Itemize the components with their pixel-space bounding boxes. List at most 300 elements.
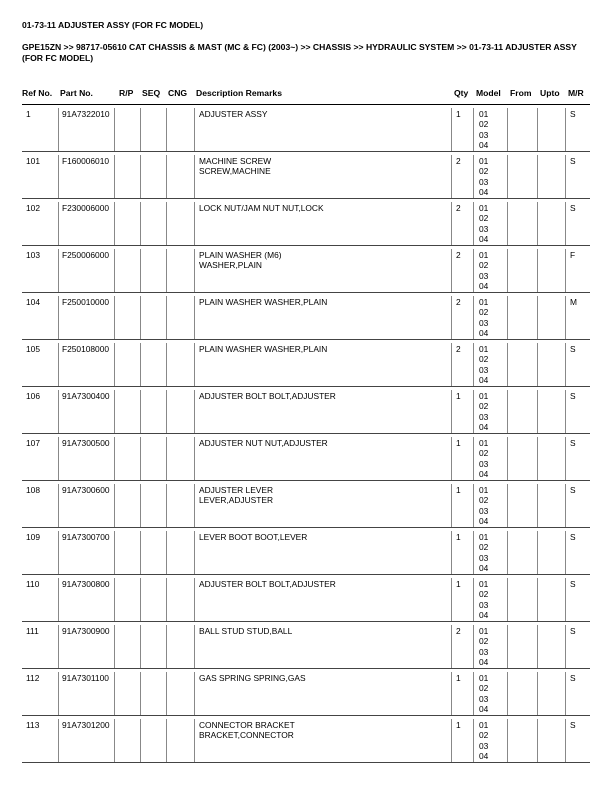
cell-model-line: 04 <box>479 704 489 715</box>
cell-description <box>199 673 306 683</box>
column-divider <box>473 202 474 245</box>
cell-model-line: 03 <box>479 129 489 140</box>
cell-model-line: 04 <box>479 610 489 621</box>
column-divider <box>537 390 538 433</box>
cell-description <box>199 250 282 271</box>
cell-part-no <box>62 250 109 260</box>
column-divider <box>565 296 566 339</box>
cell-model-line: 02 <box>479 166 489 177</box>
cell-qty <box>456 485 461 495</box>
header-ref-no: Ref No. <box>22 88 53 98</box>
cell-qty-line: 1 <box>456 485 461 495</box>
cell-model-line: 01 <box>479 532 489 542</box>
cell-model-line: 01 <box>479 438 489 448</box>
table-row <box>0 152 612 199</box>
cell-ref-no <box>26 485 40 495</box>
column-divider <box>58 437 59 480</box>
cell-mr <box>570 250 575 260</box>
column-divider <box>507 672 508 715</box>
table-row <box>0 293 612 340</box>
column-divider <box>537 578 538 621</box>
cell-part-no <box>62 344 109 354</box>
column-divider <box>537 625 538 668</box>
cell-model-line: 03 <box>479 505 489 516</box>
column-divider <box>451 578 452 621</box>
cell-model <box>479 438 488 480</box>
column-divider <box>140 578 141 621</box>
cell-model <box>479 250 488 292</box>
column-divider <box>58 578 59 621</box>
cell-model-line: 03 <box>479 458 489 469</box>
cell-model-line: 04 <box>479 516 489 527</box>
column-divider <box>58 249 59 292</box>
cell-part-no-line: 91A7300600 <box>62 485 110 495</box>
column-divider <box>194 578 195 621</box>
cell-description-line: PLAIN WASHER WASHER,PLAIN <box>199 297 328 307</box>
column-divider <box>140 108 141 151</box>
header-description: Description Remarks <box>196 88 282 98</box>
cell-qty <box>456 203 461 213</box>
cell-description-line: WASHER,PLAIN <box>199 260 262 271</box>
cell-model-line: 04 <box>479 328 489 339</box>
cell-model-line: 01 <box>479 391 489 401</box>
table-row <box>0 387 612 434</box>
table-row <box>0 246 612 293</box>
cell-description-line: MACHINE SCREW <box>199 156 272 166</box>
cell-description-line: BRACKET,CONNECTOR <box>199 730 294 741</box>
cell-description-line: ADJUSTER ASSY <box>199 109 268 119</box>
column-divider <box>140 531 141 574</box>
column-divider <box>114 484 115 527</box>
cell-qty-line: 2 <box>456 203 461 213</box>
cell-ref-no <box>26 579 39 589</box>
cell-model-line: 01 <box>479 626 489 636</box>
cell-ref-no-line: 112 <box>26 673 40 683</box>
cell-model-line: 01 <box>479 485 489 495</box>
column-divider <box>140 672 141 715</box>
cell-model-line: 02 <box>479 401 489 412</box>
column-divider <box>473 719 474 762</box>
cell-part-no-line: F160006010 <box>62 156 110 166</box>
column-divider <box>473 531 474 574</box>
cell-description <box>199 297 327 307</box>
column-divider <box>140 484 141 527</box>
cell-qty <box>456 297 461 307</box>
cell-description <box>199 109 267 119</box>
cell-model-line: 02 <box>479 354 489 365</box>
cell-model-line: 02 <box>479 589 489 600</box>
cell-model-line: 01 <box>479 203 489 213</box>
cell-qty-line: 2 <box>456 626 461 636</box>
column-divider <box>140 625 141 668</box>
column-divider <box>507 531 508 574</box>
cell-part-no-line: 91A7300500 <box>62 438 110 448</box>
cell-part-no <box>62 532 110 542</box>
cell-part-no-line: 91A7300900 <box>62 626 110 636</box>
column-divider <box>140 719 141 762</box>
cell-model-line: 03 <box>479 364 489 375</box>
cell-model-line: 01 <box>479 297 489 307</box>
cell-model-line: 02 <box>479 307 489 318</box>
cell-model-line: 04 <box>479 751 489 762</box>
column-divider <box>166 625 167 668</box>
column-divider <box>565 625 566 668</box>
column-divider <box>473 155 474 198</box>
column-divider <box>565 202 566 245</box>
cell-model-line: 04 <box>479 422 489 433</box>
cell-description-line: SCREW,MACHINE <box>199 166 271 177</box>
cell-ref-no-line: 107 <box>26 438 40 448</box>
cell-qty <box>456 391 461 401</box>
table-row <box>0 105 612 152</box>
column-divider <box>565 484 566 527</box>
cell-ref-no <box>26 344 40 354</box>
cell-qty-line: 1 <box>456 720 461 730</box>
cell-description <box>199 485 273 506</box>
column-divider <box>114 531 115 574</box>
column-divider <box>473 437 474 480</box>
cell-mr <box>570 344 576 354</box>
column-divider <box>565 578 566 621</box>
table-row <box>0 575 612 622</box>
column-divider <box>166 202 167 245</box>
column-divider <box>58 202 59 245</box>
column-divider <box>565 108 566 151</box>
header-mr: M/R <box>568 88 584 98</box>
cell-description-line: PLAIN WASHER (M6) <box>199 250 282 260</box>
cell-ref-no <box>26 626 39 636</box>
column-divider <box>114 625 115 668</box>
cell-description <box>199 156 271 177</box>
cell-mr <box>570 203 576 213</box>
column-divider <box>451 484 452 527</box>
cell-model-line: 04 <box>479 140 489 151</box>
cell-model <box>479 203 488 245</box>
column-divider <box>507 343 508 386</box>
column-divider <box>537 155 538 198</box>
cell-qty <box>456 532 461 542</box>
cell-mr-line: S <box>570 626 576 636</box>
cell-description-line: ADJUSTER NUT NUT,ADJUSTER <box>199 438 328 448</box>
cell-model-line: 02 <box>479 448 489 459</box>
cell-model <box>479 391 488 433</box>
cell-ref-no-line: 106 <box>26 391 40 401</box>
column-divider <box>451 531 452 574</box>
cell-model-line: 04 <box>479 281 489 292</box>
column-divider <box>166 672 167 715</box>
cell-model <box>479 156 488 198</box>
cell-description <box>199 203 324 213</box>
cell-mr <box>570 297 577 307</box>
cell-mr-line: S <box>570 485 576 495</box>
column-divider <box>58 484 59 527</box>
column-divider <box>473 484 474 527</box>
cell-description <box>199 579 336 589</box>
column-divider <box>451 108 452 151</box>
cell-part-no <box>62 391 110 401</box>
column-divider <box>194 202 195 245</box>
cell-mr-line: S <box>570 673 576 683</box>
cell-part-no-line: 91A7301100 <box>62 673 109 683</box>
column-divider <box>114 343 115 386</box>
column-divider <box>451 155 452 198</box>
column-divider <box>507 625 508 668</box>
parts-table <box>0 105 612 763</box>
column-divider <box>507 202 508 245</box>
breadcrumb: GPE15ZN >> 98717-05610 CAT CHASSIS & MAST (MC & FC) (2003~) >> CHASSIS >> HYDRAULIC SYSTEM >> 01-73-11 ADJUSTER ASSY (FOR FC MODEL) <box>22 42 577 63</box>
column-divider <box>58 155 59 198</box>
cell-qty-line: 2 <box>456 297 461 307</box>
cell-model-line: 01 <box>479 109 489 119</box>
table-header <box>0 88 612 100</box>
column-divider <box>194 108 195 151</box>
cell-mr-line: S <box>570 344 576 354</box>
column-divider <box>166 437 167 480</box>
column-divider <box>473 249 474 292</box>
column-divider <box>58 531 59 574</box>
column-divider <box>194 296 195 339</box>
cell-mr <box>570 156 576 166</box>
column-divider <box>58 625 59 668</box>
cell-description <box>199 720 295 741</box>
cell-part-no-line: 91A7322010 <box>62 109 110 119</box>
column-divider <box>114 296 115 339</box>
cell-model <box>479 579 488 621</box>
column-divider <box>473 578 474 621</box>
cell-ref-no-line: 104 <box>26 297 40 307</box>
cell-model-line: 03 <box>479 411 489 422</box>
column-divider <box>114 249 115 292</box>
column-divider <box>194 672 195 715</box>
cell-model-line: 04 <box>479 375 489 386</box>
cell-model-line: 04 <box>479 234 489 245</box>
column-divider <box>114 672 115 715</box>
cell-model-line: 03 <box>479 599 489 610</box>
cell-ref-no-line: 111 <box>26 626 39 636</box>
table-row <box>0 340 612 387</box>
column-divider <box>507 437 508 480</box>
cell-ref-no <box>26 673 39 683</box>
column-divider <box>507 484 508 527</box>
cell-description <box>199 626 292 636</box>
cell-qty-line: 1 <box>456 579 461 589</box>
cell-qty <box>456 344 461 354</box>
cell-model-line: 01 <box>479 156 489 166</box>
cell-model <box>479 673 488 715</box>
header-cng: CNG <box>168 88 188 98</box>
cell-ref-no-line: 105 <box>26 344 40 354</box>
cell-part-no-line: 91A7300400 <box>62 391 110 401</box>
column-divider <box>565 719 566 762</box>
column-divider <box>194 390 195 433</box>
cell-description-line: LEVER BOOT BOOT,LEVER <box>199 532 308 542</box>
cell-mr <box>570 673 576 683</box>
table-row <box>0 434 612 481</box>
column-divider <box>194 484 195 527</box>
column-divider <box>451 625 452 668</box>
cell-description-line: ADJUSTER LEVER <box>199 485 273 495</box>
cell-qty-line: 1 <box>456 391 461 401</box>
cell-ref-no-line: 101 <box>26 156 40 166</box>
cell-model <box>479 532 488 574</box>
column-divider <box>140 202 141 245</box>
cell-model <box>479 344 488 386</box>
cell-ref-no-line: 103 <box>26 250 40 260</box>
column-divider <box>473 625 474 668</box>
cell-model-line: 04 <box>479 563 489 574</box>
column-divider <box>166 578 167 621</box>
column-divider <box>166 484 167 527</box>
column-divider <box>58 390 59 433</box>
header-upto: Upto <box>540 88 560 98</box>
column-divider <box>194 437 195 480</box>
cell-qty <box>456 109 461 119</box>
column-divider <box>114 719 115 762</box>
row-divider <box>22 762 590 763</box>
column-divider <box>58 108 59 151</box>
cell-mr <box>570 438 576 448</box>
cell-qty-line: 1 <box>456 438 461 448</box>
cell-model-line: 03 <box>479 317 489 328</box>
column-divider <box>114 390 115 433</box>
cell-model-line: 02 <box>479 260 489 271</box>
header-model: Model <box>476 88 501 98</box>
cell-qty <box>456 438 461 448</box>
column-divider <box>565 531 566 574</box>
column-divider <box>451 249 452 292</box>
column-divider <box>194 719 195 762</box>
cell-description-line: LEVER,ADJUSTER <box>199 495 273 506</box>
cell-part-no <box>62 203 109 213</box>
cell-part-no-line: 91A7300800 <box>62 579 110 589</box>
cell-description-line: ADJUSTER BOLT BOLT,ADJUSTER <box>199 579 336 589</box>
column-divider <box>58 719 59 762</box>
cell-model <box>479 297 488 339</box>
cell-model-line: 02 <box>479 730 489 741</box>
cell-description-line: GAS SPRING SPRING,GAS <box>199 673 306 683</box>
cell-part-no-line: F230006000 <box>62 203 110 213</box>
cell-model-line: 02 <box>479 495 489 506</box>
column-divider <box>537 531 538 574</box>
cell-ref-no <box>26 297 40 307</box>
header-part-no: Part No. <box>60 88 93 98</box>
column-divider <box>451 437 452 480</box>
table-row <box>0 199 612 246</box>
cell-description-line: CONNECTOR BRACKET <box>199 720 295 730</box>
column-divider <box>114 155 115 198</box>
cell-mr-line: M <box>570 297 577 307</box>
column-divider <box>565 437 566 480</box>
cell-part-no <box>62 720 110 730</box>
cell-model-line: 01 <box>479 344 489 354</box>
cell-model-line: 01 <box>479 673 489 683</box>
cell-model-line: 03 <box>479 552 489 563</box>
cell-qty <box>456 626 461 636</box>
column-divider <box>194 343 195 386</box>
cell-mr-line: F <box>570 250 576 260</box>
column-divider <box>166 531 167 574</box>
cell-qty-line: 1 <box>456 532 461 542</box>
column-divider <box>58 343 59 386</box>
cell-model-line: 03 <box>479 223 489 234</box>
column-divider <box>114 437 115 480</box>
column-divider <box>194 249 195 292</box>
cell-ref-no <box>26 250 40 260</box>
column-divider <box>140 249 141 292</box>
cell-description <box>199 438 328 448</box>
column-divider <box>537 672 538 715</box>
column-divider <box>537 484 538 527</box>
cell-qty-line: 2 <box>456 156 461 166</box>
cell-part-no-line: 91A7301200 <box>62 720 110 730</box>
cell-model <box>479 109 488 151</box>
cell-model-line: 03 <box>479 176 489 187</box>
cell-model-line: 02 <box>479 119 489 130</box>
column-divider <box>537 202 538 245</box>
cell-model-line: 04 <box>479 187 489 198</box>
cell-mr-line: S <box>570 579 576 589</box>
column-divider <box>166 296 167 339</box>
cell-model-line: 02 <box>479 636 489 647</box>
cell-description <box>199 532 307 542</box>
column-divider <box>537 343 538 386</box>
column-divider <box>194 625 195 668</box>
cell-mr <box>570 720 576 730</box>
cell-mr-line: S <box>570 438 576 448</box>
column-divider <box>114 108 115 151</box>
header-from: From <box>510 88 532 98</box>
table-row <box>0 622 612 669</box>
column-divider <box>565 249 566 292</box>
cell-part-no-line: F250010000 <box>62 297 110 307</box>
column-divider <box>537 437 538 480</box>
cell-description-line: BALL STUD STUD,BALL <box>199 626 293 636</box>
cell-part-no <box>62 156 109 166</box>
cell-mr <box>570 485 576 495</box>
column-divider <box>565 672 566 715</box>
cell-ref-no <box>26 391 40 401</box>
column-divider <box>473 343 474 386</box>
column-divider <box>507 719 508 762</box>
column-divider <box>565 390 566 433</box>
column-divider <box>166 108 167 151</box>
cell-part-no-line: F250108000 <box>62 344 110 354</box>
cell-qty <box>456 720 461 730</box>
cell-model <box>479 485 488 527</box>
column-divider <box>507 296 508 339</box>
cell-model-line: 02 <box>479 683 489 694</box>
cell-ref-no <box>26 532 40 542</box>
cell-model-line: 04 <box>479 657 489 668</box>
cell-mr-line: S <box>570 391 576 401</box>
table-row <box>0 669 612 716</box>
cell-mr-line: S <box>570 109 576 119</box>
cell-ref-no <box>26 720 39 730</box>
column-divider <box>537 108 538 151</box>
column-divider <box>451 202 452 245</box>
column-divider <box>473 390 474 433</box>
cell-model-line: 03 <box>479 270 489 281</box>
cell-qty-line: 1 <box>456 109 461 119</box>
column-divider <box>565 155 566 198</box>
column-divider <box>166 719 167 762</box>
cell-ref-no-line: 109 <box>26 532 40 542</box>
cell-ref-no-line: 1 <box>26 109 31 119</box>
cell-description <box>199 391 336 401</box>
column-divider <box>537 719 538 762</box>
cell-model-line: 01 <box>479 579 489 589</box>
cell-mr <box>570 109 576 119</box>
